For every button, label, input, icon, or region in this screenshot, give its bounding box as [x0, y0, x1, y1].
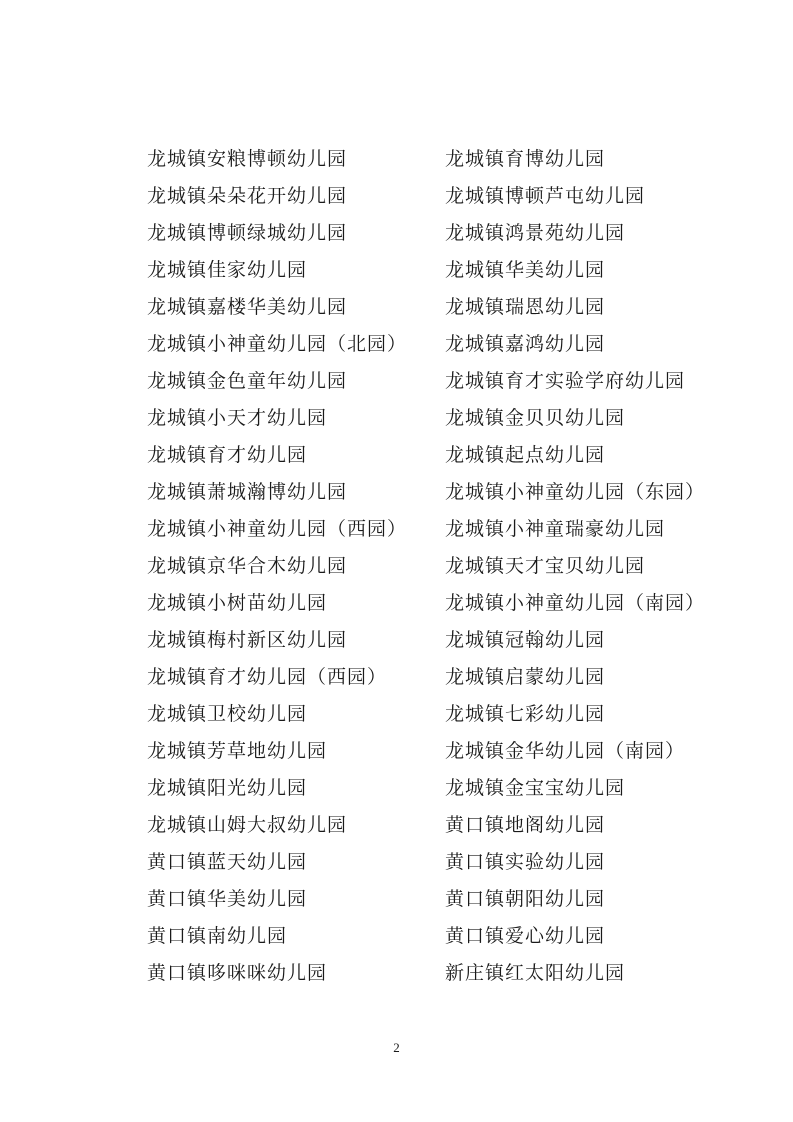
list-item: 黄口镇实验幼儿园	[445, 851, 606, 873]
list-item: 龙城镇金色童年幼儿园	[147, 370, 348, 392]
list-item: 龙城镇山姆大叔幼儿园	[147, 814, 348, 836]
list-item: 龙城镇育才幼儿园	[147, 444, 308, 466]
list-item: 龙城镇博顿芦屯幼儿园	[445, 185, 646, 207]
page-number: 2	[393, 1040, 400, 1055]
list-item: 黄口镇华美幼儿园	[147, 888, 308, 910]
list-item: 黄口镇朝阳幼儿园	[445, 888, 606, 910]
list-item: 龙城镇鸿景苑幼儿园	[445, 222, 626, 244]
list-item: 龙城镇天才宝贝幼儿园	[445, 555, 646, 577]
list-item: 龙城镇京华合木幼儿园	[147, 555, 348, 577]
list-item: 黄口镇蓝天幼儿园	[147, 851, 308, 873]
list-item: 龙城镇华美幼儿园	[445, 259, 606, 281]
list-item: 龙城镇安粮博顿幼儿园	[147, 148, 348, 170]
kindergarten-list-left	[147, 141, 427, 992]
list-item: 龙城镇小神童幼儿园（北园）	[147, 333, 408, 355]
list-item: 龙城镇启蒙幼儿园	[445, 666, 606, 688]
list-item: 黄口镇哆咪咪幼儿园	[147, 962, 328, 984]
list-item: 龙城镇小神童瑞豪幼儿园	[445, 518, 666, 540]
list-item: 龙城镇金宝宝幼儿园	[445, 777, 626, 799]
list-item: 龙城镇嘉鸿幼儿园	[445, 333, 606, 355]
list-item: 龙城镇嘉楼华美幼儿园	[147, 296, 348, 318]
list-item: 黄口镇地阁幼儿园	[445, 814, 606, 836]
list-item: 龙城镇起点幼儿园	[445, 444, 606, 466]
kindergarten-list-right	[445, 141, 745, 992]
list-item: 龙城镇瑞恩幼儿园	[445, 296, 606, 318]
list-item: 龙城镇芳草地幼儿园	[147, 740, 328, 762]
list-item: 龙城镇七彩幼儿园	[445, 703, 606, 725]
list-item: 龙城镇萧城瀚博幼儿园	[147, 481, 348, 503]
list-item: 龙城镇金华幼儿园（南园）	[445, 740, 686, 762]
list-item: 新庄镇红太阳幼儿园	[445, 962, 626, 984]
list-item: 龙城镇冠翰幼儿园	[445, 629, 606, 651]
list-item: 龙城镇小天才幼儿园	[147, 407, 328, 429]
list-item: 黄口镇爱心幼儿园	[445, 925, 606, 947]
list-item: 龙城镇博顿绿城幼儿园	[147, 222, 348, 244]
list-item: 龙城镇育才幼儿园（西园）	[147, 666, 388, 688]
list-item: 龙城镇佳家幼儿园	[147, 259, 308, 281]
list-item: 龙城镇小神童幼儿园（西园）	[147, 518, 408, 540]
list-item: 龙城镇小树苗幼儿园	[147, 592, 328, 614]
list-item: 黄口镇南幼儿园	[147, 925, 288, 947]
list-item: 龙城镇育才实验学府幼儿园	[445, 370, 686, 392]
list-item: 龙城镇小神童幼儿园（东园）	[445, 481, 706, 503]
list-item: 龙城镇梅村新区幼儿园	[147, 629, 348, 651]
list-item: 龙城镇朵朵花开幼儿园	[147, 185, 348, 207]
list-item: 龙城镇阳光幼儿园	[147, 777, 308, 799]
list-item: 龙城镇卫校幼儿园	[147, 703, 308, 725]
list-item: 龙城镇金贝贝幼儿园	[445, 407, 626, 429]
list-item: 龙城镇小神童幼儿园（南园）	[445, 592, 706, 614]
list-item: 龙城镇育博幼儿园	[445, 148, 606, 170]
